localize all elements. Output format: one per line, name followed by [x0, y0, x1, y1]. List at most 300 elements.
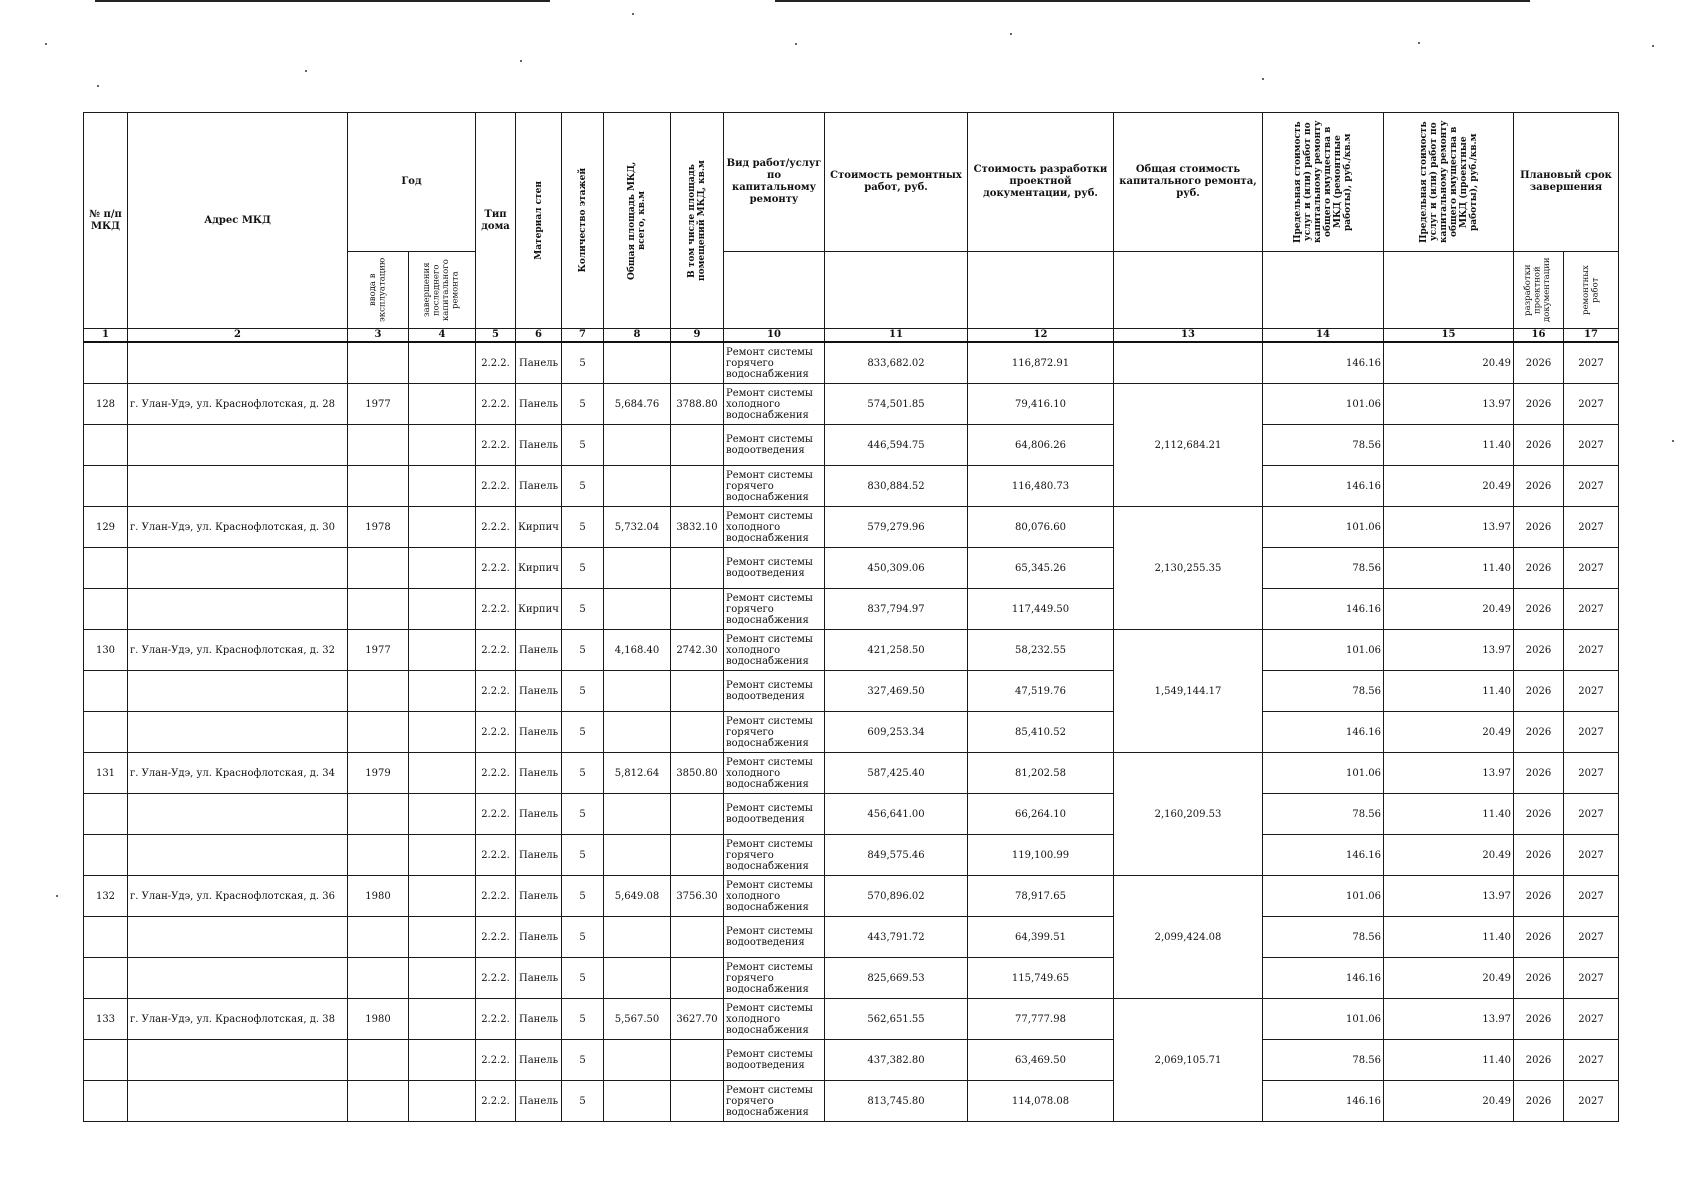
year-cell [348, 548, 409, 589]
term-repair-cell: 2027 [1564, 507, 1619, 548]
term-design-cell: 2026 [1514, 958, 1564, 999]
repair-cost-cell: 833,682.02 [825, 342, 968, 384]
limit-design-cell: 20.49 [1384, 835, 1514, 876]
design-cost-cell: 77,777.98 [968, 999, 1114, 1040]
wall-material-cell: Кирпич [516, 589, 562, 630]
col-header-year-commission [348, 252, 409, 329]
wall-material-cell: Панель [516, 876, 562, 917]
total-cost-cell [1114, 342, 1263, 384]
work-type-cell: Ремонт системы водоотведения [724, 671, 825, 712]
floors-cell: 5 [562, 917, 604, 958]
wall-material-cell: Панель [516, 466, 562, 507]
term-design-cell: 2026 [1514, 917, 1564, 958]
limit-repair-cell: 78.56 [1263, 548, 1384, 589]
col-header-planned-term: Плановый срок завершения [1514, 113, 1619, 252]
address-cell [128, 342, 348, 384]
capital-repair-table [83, 112, 1619, 1122]
limit-repair-cell: 101.06 [1263, 876, 1384, 917]
row-number [84, 589, 128, 630]
premises-area-cell: 3788.80 [671, 384, 724, 425]
row-number [84, 1040, 128, 1081]
floors-cell: 5 [562, 384, 604, 425]
year-cell [348, 794, 409, 835]
work-type-cell: Ремонт системы горячего водоснабжения [724, 712, 825, 753]
limit-design-cell: 13.97 [1384, 753, 1514, 794]
floors-cell: 5 [562, 671, 604, 712]
limit-design-cell: 11.40 [1384, 1040, 1514, 1081]
term-design-cell: 2026 [1514, 342, 1564, 384]
address-cell: г. Улан-Удэ, ул. Краснофлотская, д. 30 [128, 507, 348, 548]
total-area-cell [604, 466, 671, 507]
repair-cost-cell: 570,896.02 [825, 876, 968, 917]
row-number [84, 342, 128, 384]
wall-material-cell: Панель [516, 342, 562, 384]
limit-design-cell: 13.97 [1384, 507, 1514, 548]
floors-cell: 5 [562, 630, 604, 671]
scan-speck [45, 43, 47, 45]
house-type-cell: 2.2.2. [476, 958, 516, 999]
house-type-cell: 2.2.2. [476, 589, 516, 630]
premises-area-cell [671, 835, 724, 876]
row-number: 129 [84, 507, 128, 548]
floors-cell: 5 [562, 342, 604, 384]
work-type-cell: Ремонт системы водоотведения [724, 425, 825, 466]
premises-area-cell: 3627.70 [671, 999, 724, 1040]
last-repair-cell [409, 917, 476, 958]
wall-material-cell: Панель [516, 384, 562, 425]
term-design-cell: 2026 [1514, 507, 1564, 548]
table-row [84, 425, 1619, 466]
limit-design-cell: 13.97 [1384, 876, 1514, 917]
col-header-premises-area-text: В том числе площадь помещений МКД, кв.м [687, 160, 707, 281]
table-row [84, 630, 1619, 671]
year-cell [348, 671, 409, 712]
work-type-cell: Ремонт системы водоотведения [724, 548, 825, 589]
work-type-cell: Ремонт системы горячего водоснабжения [724, 342, 825, 384]
term-repair-cell: 2027 [1564, 425, 1619, 466]
last-repair-cell [409, 548, 476, 589]
scan-speck [1652, 45, 1654, 47]
house-type-cell: 2.2.2. [476, 507, 516, 548]
col-header-year: Год [348, 113, 476, 252]
term-design-cell: 2026 [1514, 876, 1564, 917]
floors-cell: 5 [562, 1081, 604, 1122]
design-cost-cell: 116,872.91 [968, 342, 1114, 384]
scan-speck [632, 13, 634, 15]
term-repair-cell: 2027 [1564, 794, 1619, 835]
col-number: 3 [348, 329, 409, 343]
address-cell [128, 794, 348, 835]
address-cell [128, 548, 348, 589]
floors-cell: 5 [562, 1040, 604, 1081]
scan-speck [1262, 78, 1264, 80]
premises-area-cell [671, 917, 724, 958]
total-area-cell [604, 548, 671, 589]
address-cell [128, 671, 348, 712]
term-repair-cell: 2027 [1564, 466, 1619, 507]
year-cell [348, 466, 409, 507]
col-header-total-area [604, 113, 671, 329]
col-number: 13 [1114, 329, 1263, 343]
wall-material-cell: Кирпич [516, 548, 562, 589]
table-row [84, 384, 1619, 425]
repair-cost-cell: 456,641.00 [825, 794, 968, 835]
last-repair-cell [409, 384, 476, 425]
limit-design-cell: 20.49 [1384, 589, 1514, 630]
scan-speck [1672, 440, 1674, 442]
design-cost-cell: 47,519.76 [968, 671, 1114, 712]
last-repair-cell [409, 876, 476, 917]
limit-repair-cell: 146.16 [1263, 1081, 1384, 1122]
limit-design-cell: 11.40 [1384, 548, 1514, 589]
work-type-cell: Ремонт системы водоотведения [724, 794, 825, 835]
term-design-cell: 2026 [1514, 589, 1564, 630]
repair-cost-cell: 837,794.97 [825, 589, 968, 630]
house-type-cell: 2.2.2. [476, 753, 516, 794]
scan-speck [1418, 42, 1420, 44]
total-area-cell: 5,684.76 [604, 384, 671, 425]
row-number [84, 958, 128, 999]
term-design-cell: 2026 [1514, 548, 1564, 589]
col-header-address: Адрес МКД [128, 113, 348, 329]
year-cell: 1980 [348, 999, 409, 1040]
col-number: 17 [1564, 329, 1619, 343]
address-cell [128, 958, 348, 999]
house-type-cell: 2.2.2. [476, 876, 516, 917]
wall-material-cell: Панель [516, 712, 562, 753]
premises-area-cell [671, 466, 724, 507]
last-repair-cell [409, 999, 476, 1040]
design-cost-cell: 114,078.08 [968, 1081, 1114, 1122]
table-row [84, 712, 1619, 753]
premises-area-cell [671, 1081, 724, 1122]
term-design-cell: 2026 [1514, 1040, 1564, 1081]
limit-repair-cell: 146.16 [1263, 835, 1384, 876]
repair-cost-cell: 813,745.80 [825, 1081, 968, 1122]
limit-design-cell: 11.40 [1384, 425, 1514, 466]
total-area-cell [604, 917, 671, 958]
total-area-cell [604, 425, 671, 466]
address-cell [128, 1081, 348, 1122]
term-design-cell: 2026 [1514, 753, 1564, 794]
floors-cell: 5 [562, 466, 604, 507]
floors-cell: 5 [562, 958, 604, 999]
total-area-cell [604, 589, 671, 630]
premises-area-cell [671, 712, 724, 753]
col-header-total-cost: Общая стоимость капитального ремонта, руб. [1114, 113, 1263, 252]
table-row [84, 1040, 1619, 1081]
row-number [84, 466, 128, 507]
table-row [84, 548, 1619, 589]
total-area-cell: 5,649.08 [604, 876, 671, 917]
repair-cost-cell: 443,791.72 [825, 917, 968, 958]
wall-material-cell: Панель [516, 999, 562, 1040]
limit-repair-cell: 78.56 [1263, 425, 1384, 466]
empty-header-cell [1263, 252, 1384, 329]
wall-material-cell: Панель [516, 671, 562, 712]
col-header-limit-design-text: Предельная стоимость услуг и (или) работ по капитальному ремонту общего имущества в МКД (проектные работы), руб./кв.м [1418, 120, 1479, 244]
premises-area-cell: 3850.80 [671, 753, 724, 794]
premises-area-cell [671, 342, 724, 384]
wall-material-cell: Панель [516, 794, 562, 835]
term-repair-cell: 2027 [1564, 999, 1619, 1040]
limit-design-cell: 11.40 [1384, 917, 1514, 958]
limit-repair-cell: 146.16 [1263, 712, 1384, 753]
table-row [84, 507, 1619, 548]
address-cell: г. Улан-Удэ, ул. Краснофлотская, д. 38 [128, 999, 348, 1040]
col-header-house-type: Тип дома [476, 113, 516, 329]
address-cell [128, 589, 348, 630]
work-type-cell: Ремонт системы водоотведения [724, 917, 825, 958]
design-cost-cell: 119,100.99 [968, 835, 1114, 876]
premises-area-cell [671, 794, 724, 835]
limit-repair-cell: 78.56 [1263, 917, 1384, 958]
last-repair-cell [409, 466, 476, 507]
house-type-cell: 2.2.2. [476, 917, 516, 958]
table-row [84, 466, 1619, 507]
total-area-cell [604, 1040, 671, 1081]
wall-material-cell: Кирпич [516, 507, 562, 548]
total-area-cell: 5,732.04 [604, 507, 671, 548]
repair-cost-cell: 849,575.46 [825, 835, 968, 876]
wall-material-cell: Панель [516, 1040, 562, 1081]
table-body [84, 342, 1619, 1122]
col-number: 12 [968, 329, 1114, 343]
design-cost-cell: 64,806.26 [968, 425, 1114, 466]
total-area-cell [604, 671, 671, 712]
col-number: 10 [724, 329, 825, 343]
year-cell: 1978 [348, 507, 409, 548]
year-cell [348, 917, 409, 958]
term-repair-cell: 2027 [1564, 753, 1619, 794]
work-type-cell: Ремонт системы горячего водоснабжения [724, 589, 825, 630]
house-type-cell: 2.2.2. [476, 794, 516, 835]
total-cost-cell: 2,130,255.35 [1114, 507, 1263, 630]
table-row [84, 794, 1619, 835]
col-number: 11 [825, 329, 968, 343]
col-header-limit-design [1384, 113, 1514, 252]
term-repair-cell: 2027 [1564, 1040, 1619, 1081]
last-repair-cell [409, 342, 476, 384]
term-repair-cell: 2027 [1564, 712, 1619, 753]
last-repair-cell [409, 794, 476, 835]
total-area-cell: 4,168.40 [604, 630, 671, 671]
premises-area-cell: 2742.30 [671, 630, 724, 671]
table-row [84, 1081, 1619, 1122]
row-number [84, 712, 128, 753]
repair-cost-cell: 450,309.06 [825, 548, 968, 589]
total-area-cell [604, 835, 671, 876]
house-type-cell: 2.2.2. [476, 999, 516, 1040]
limit-repair-cell: 101.06 [1263, 753, 1384, 794]
col-number: 7 [562, 329, 604, 343]
row-number [84, 794, 128, 835]
col-number: 6 [516, 329, 562, 343]
col-header-term-design [1514, 252, 1564, 329]
year-cell [348, 589, 409, 630]
empty-header-cell [1114, 252, 1263, 329]
year-cell: 1977 [348, 630, 409, 671]
limit-repair-cell: 78.56 [1263, 794, 1384, 835]
column-number-row [84, 329, 1619, 343]
col-header-year-last-repair-text: завершения последнего капитального ремонта [422, 259, 461, 321]
row-number: 128 [84, 384, 128, 425]
repair-cost-cell: 574,501.85 [825, 384, 968, 425]
empty-header-cell [825, 252, 968, 329]
house-type-cell: 2.2.2. [476, 548, 516, 589]
wall-material-cell: Панель [516, 753, 562, 794]
work-type-cell: Ремонт системы холодного водоснабжения [724, 876, 825, 917]
limit-repair-cell: 146.16 [1263, 342, 1384, 384]
last-repair-cell [409, 1081, 476, 1122]
col-header-floors-text: Количество этажей [577, 168, 588, 273]
premises-area-cell: 3832.10 [671, 507, 724, 548]
floors-cell: 5 [562, 548, 604, 589]
total-area-cell: 5,812.64 [604, 753, 671, 794]
col-header-term-repair-text: ремонтных работ [1580, 265, 1600, 315]
design-cost-cell: 80,076.60 [968, 507, 1114, 548]
premises-area-cell [671, 671, 724, 712]
repair-cost-cell: 421,258.50 [825, 630, 968, 671]
limit-repair-cell: 78.56 [1263, 1040, 1384, 1081]
house-type-cell: 2.2.2. [476, 712, 516, 753]
term-design-cell: 2026 [1514, 630, 1564, 671]
empty-header-cell [968, 252, 1114, 329]
col-number: 8 [604, 329, 671, 343]
term-design-cell: 2026 [1514, 712, 1564, 753]
table-row [84, 917, 1619, 958]
house-type-cell: 2.2.2. [476, 425, 516, 466]
col-number: 5 [476, 329, 516, 343]
design-cost-cell: 79,416.10 [968, 384, 1114, 425]
total-area-cell [604, 1081, 671, 1122]
col-number: 4 [409, 329, 476, 343]
floors-cell: 5 [562, 999, 604, 1040]
house-type-cell: 2.2.2. [476, 671, 516, 712]
scan-speck [520, 60, 522, 62]
limit-repair-cell: 78.56 [1263, 671, 1384, 712]
address-cell [128, 835, 348, 876]
last-repair-cell [409, 958, 476, 999]
col-number: 16 [1514, 329, 1564, 343]
premises-area-cell [671, 589, 724, 630]
house-type-cell: 2.2.2. [476, 835, 516, 876]
year-cell [348, 835, 409, 876]
address-cell [128, 1040, 348, 1081]
address-cell [128, 466, 348, 507]
design-cost-cell: 116,480.73 [968, 466, 1114, 507]
term-repair-cell: 2027 [1564, 342, 1619, 384]
table-row [84, 671, 1619, 712]
year-cell: 1980 [348, 876, 409, 917]
col-header-wall-material [516, 113, 562, 329]
term-design-cell: 2026 [1514, 999, 1564, 1040]
year-cell [348, 958, 409, 999]
floors-cell: 5 [562, 753, 604, 794]
row-number [84, 917, 128, 958]
address-cell [128, 712, 348, 753]
last-repair-cell [409, 753, 476, 794]
term-design-cell: 2026 [1514, 466, 1564, 507]
total-area-cell [604, 958, 671, 999]
repair-cost-cell: 327,469.50 [825, 671, 968, 712]
total-area-cell [604, 794, 671, 835]
house-type-cell: 2.2.2. [476, 1040, 516, 1081]
work-type-cell: Ремонт системы холодного водоснабжения [724, 999, 825, 1040]
wall-material-cell: Панель [516, 835, 562, 876]
last-repair-cell [409, 671, 476, 712]
address-cell [128, 917, 348, 958]
work-type-cell: Ремонт системы горячего водоснабжения [724, 1081, 825, 1122]
design-cost-cell: 58,232.55 [968, 630, 1114, 671]
limit-design-cell: 13.97 [1384, 630, 1514, 671]
col-number: 2 [128, 329, 348, 343]
premises-area-cell [671, 425, 724, 466]
col-header-total-area-text: Общая площадь МКД, всего, кв.м [627, 161, 647, 280]
design-cost-cell: 65,345.26 [968, 548, 1114, 589]
design-cost-cell: 64,399.51 [968, 917, 1114, 958]
house-type-cell: 2.2.2. [476, 466, 516, 507]
limit-repair-cell: 101.06 [1263, 999, 1384, 1040]
last-repair-cell [409, 425, 476, 466]
wall-material-cell: Панель [516, 917, 562, 958]
address-cell: г. Улан-Удэ, ул. Краснофлотская, д. 34 [128, 753, 348, 794]
floors-cell: 5 [562, 507, 604, 548]
last-repair-cell [409, 589, 476, 630]
col-header-floors [562, 113, 604, 329]
col-header-premises-area [671, 113, 724, 329]
row-number [84, 671, 128, 712]
premises-area-cell [671, 958, 724, 999]
design-cost-cell: 117,449.50 [968, 589, 1114, 630]
repair-cost-cell: 446,594.75 [825, 425, 968, 466]
limit-design-cell: 20.49 [1384, 466, 1514, 507]
col-number: 1 [84, 329, 128, 343]
term-repair-cell: 2027 [1564, 630, 1619, 671]
col-header-term-design-text: разработки проектной документации [1523, 257, 1553, 323]
total-cost-cell: 2,112,684.21 [1114, 384, 1263, 507]
row-number: 133 [84, 999, 128, 1040]
table-row [84, 958, 1619, 999]
design-cost-cell: 78,917.65 [968, 876, 1114, 917]
house-type-cell: 2.2.2. [476, 342, 516, 384]
term-design-cell: 2026 [1514, 384, 1564, 425]
limit-design-cell: 20.49 [1384, 958, 1514, 999]
address-cell: г. Улан-Удэ, ул. Краснофлотская, д. 36 [128, 876, 348, 917]
wall-material-cell: Панель [516, 1081, 562, 1122]
limit-repair-cell: 146.16 [1263, 466, 1384, 507]
work-type-cell: Ремонт системы холодного водоснабжения [724, 384, 825, 425]
col-header-wall-material-text: Материал стен [533, 181, 544, 260]
header-row-main [84, 113, 1619, 252]
limit-design-cell: 11.40 [1384, 671, 1514, 712]
address-cell [128, 425, 348, 466]
repair-cost-cell: 437,382.80 [825, 1040, 968, 1081]
total-cost-cell: 2,099,424.08 [1114, 876, 1263, 999]
repair-cost-cell: 587,425.40 [825, 753, 968, 794]
last-repair-cell [409, 712, 476, 753]
total-area-cell [604, 342, 671, 384]
row-number [84, 425, 128, 466]
floors-cell: 5 [562, 794, 604, 835]
table-row [84, 753, 1619, 794]
total-cost-cell: 1,549,144.17 [1114, 630, 1263, 753]
limit-repair-cell: 146.16 [1263, 958, 1384, 999]
col-header-limit-repair-text: Предельная стоимость услуг и (или) работ по капитальному ремонту общего имущества в МКД (ремонтные работы), руб./кв.м [1293, 120, 1353, 244]
year-cell [348, 342, 409, 384]
term-repair-cell: 2027 [1564, 548, 1619, 589]
floors-cell: 5 [562, 425, 604, 466]
